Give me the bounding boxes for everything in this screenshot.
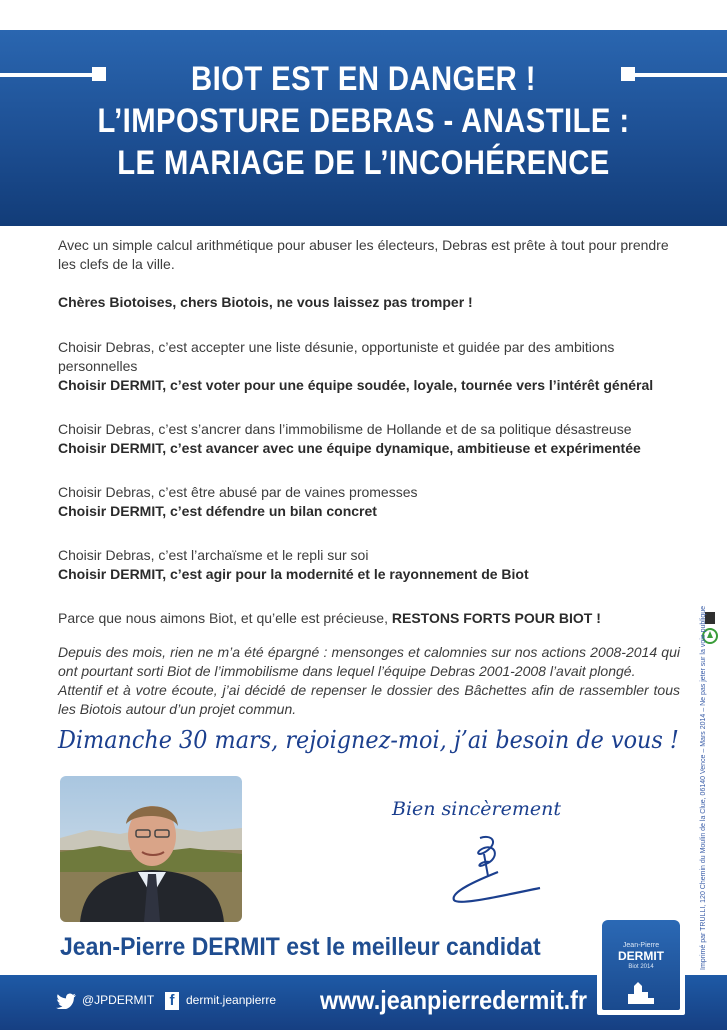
printer-notice: Imprimé par TRULLI, 120 Chemin du Moulin de la Clue, 06140 Vence – Mars 2014 – Ne pas jeter sur la voie publique [700,605,707,970]
facebook-icon[interactable]: f [165,992,179,1010]
website-link[interactable]: www.jeanpierredermit.fr [320,985,588,1015]
logo-subtitle: Biot 2014 [628,964,654,970]
logo-panel [602,920,680,1010]
twitter-handle[interactable]: @JPDERMIT [82,993,155,1007]
closing-text: Parce que nous aimons Biot, et qu’elle est précieuse, [58,610,392,626]
intro-paragraph: Avec un simple calcul arithmétique pour abuser les électeurs, Debras est prête à tout pour prendre les clefs de la ville. [58,237,669,272]
closing-line [58,609,680,628]
debras-claim-4: Choisir Debras, c’est l’archaïsme et le repli sur soi [58,547,369,563]
campaign-logo [597,915,685,1015]
italic-paragraph-2: Attentif et à votre écoute, j’ai décidé de repenser le dossier des Bâchettes afin de rassembler tous les Biotois autour d’un projet commun. [58,682,680,717]
top-margin [0,0,727,30]
dermit-claim-3: Choisir DERMIT, c’est défendre un bilan concret [58,503,377,519]
handwritten-closing: Bien sincèrement [392,798,561,820]
dermit-claim-4: Choisir DERMIT, c’est agir pour la modernité et le rayonnement de Biot [58,566,529,582]
headline-line-3: LE MARIAGE DE L’INCOHÉRENCE [117,144,610,182]
headline-line-1: BIOT EST EN DANGER ! [191,60,536,98]
headline-line-2: L’IMPOSTURE DEBRAS - ANASTILE : [97,102,630,140]
header-banner [0,30,727,226]
appeal-line: Chères Biotoises, chers Biotois, ne vous laissez pas tromper ! [58,294,473,310]
dermit-claim-1: Choisir DERMIT, c’est voter pour une équipe soudée, loyale, tournée vers l’intérêt général [58,377,654,393]
debras-claim-1: Choisir Debras, c’est accepter une liste désunie, opportuniste et guidée par des ambitions personnelles [58,339,615,374]
debras-claim-3: Choisir Debras, c’est être abusé par de vaines promesses [58,484,418,500]
main-text [58,236,680,719]
facebook-handle[interactable]: dermit.jeanpierre [186,993,277,1007]
twitter-icon[interactable] [56,993,76,1009]
candidate-line: Jean-Pierre DERMIT est le meilleur candidat [60,933,541,961]
debras-claim-2: Choisir Debras, c’est s’ancrer dans l’immobilisme de Hollande et de sa politique désastreuse [58,421,632,437]
logo-last-name: DERMIT [618,949,664,963]
closing-slogan: RESTONS FORTS POUR BIOT ! [391,610,601,626]
headline [51,58,676,184]
italic-paragraph-1: Depuis des mois, rien ne m’a été épargné : mensonges et calomnies sur nos actions 2008-2014 qui ont pourtant sorti Biot de l’immobilisme dans lequel l’équipe Debras 2001-2008 l’avait plongé. [58,644,680,679]
dermit-claim-2: Choisir DERMIT, c’est avancer avec une équipe dynamique, ambitieuse et expérimentée [58,440,641,456]
village-icon [626,976,656,1004]
signature [440,830,550,910]
logo-first-name: Jean-Pierre [622,942,660,949]
handwritten-invitation: Dimanche 30 mars, rejoignez-moi, j’ai besoin de vous ! [58,726,679,754]
candidate-photo [60,776,242,922]
